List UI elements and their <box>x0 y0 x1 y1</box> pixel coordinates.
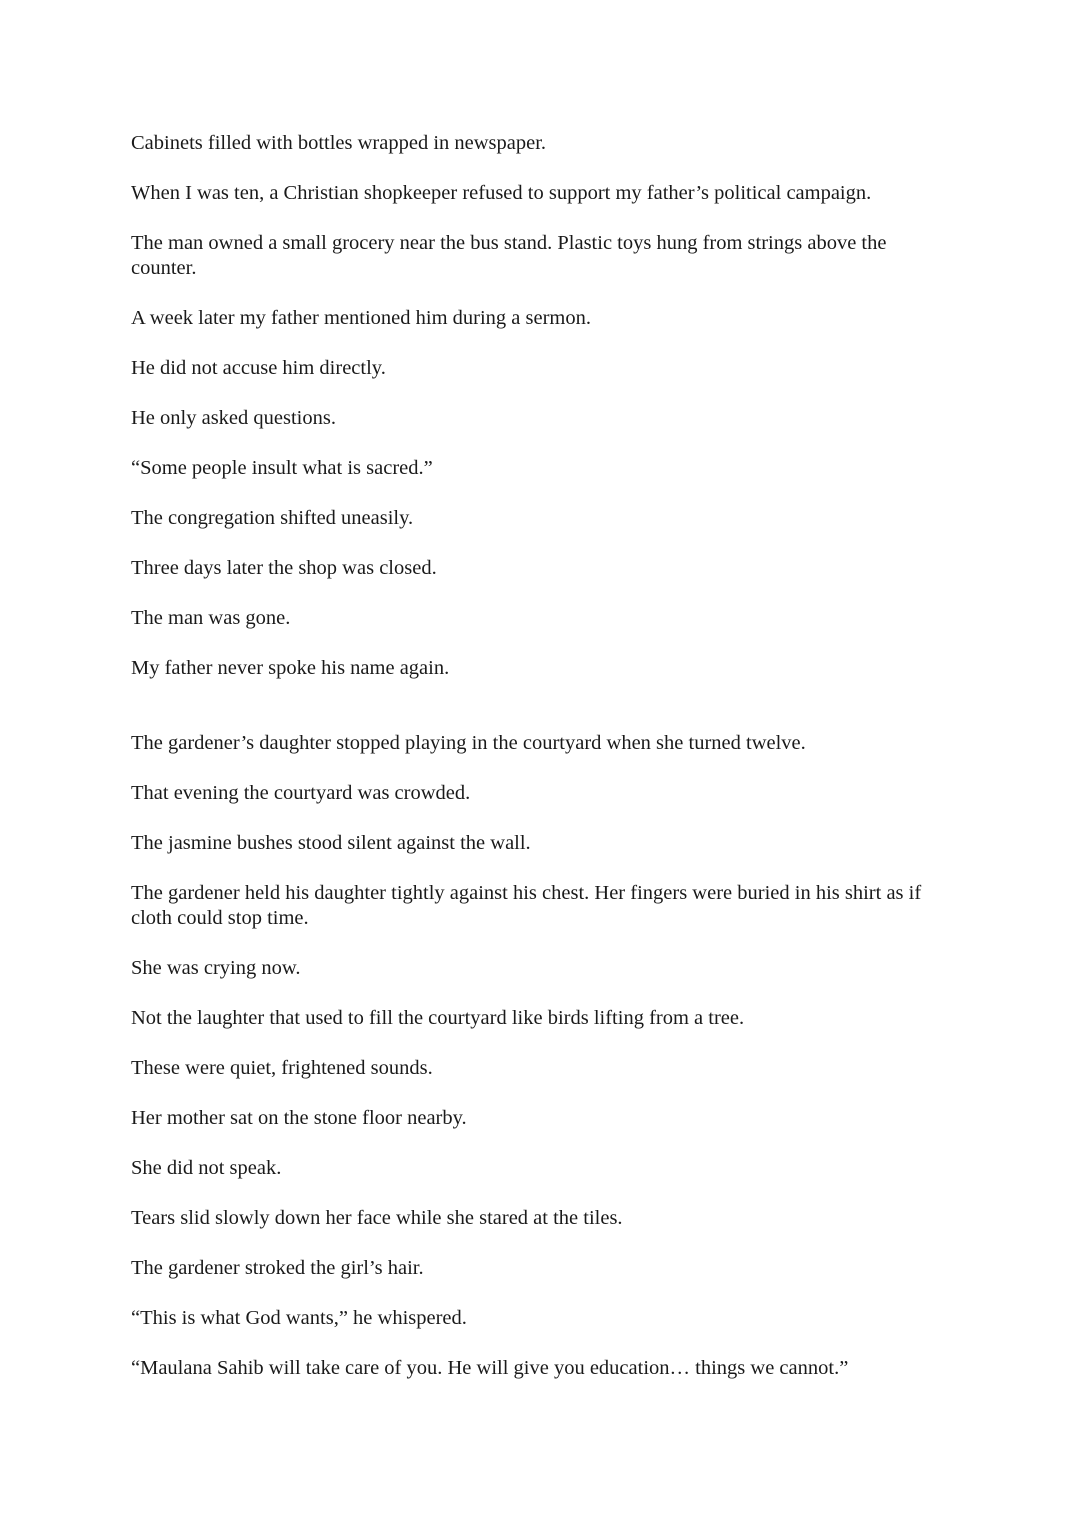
paragraph: “Maulana Sahib will take care of you. He will give you education… things we cannot.” <box>131 1357 849 1379</box>
paragraph: The gardener’s daughter stopped playing in the courtyard when she turned twelve. <box>131 732 806 754</box>
paragraph: “Some people insult what is sacred.” <box>131 457 433 479</box>
paragraph: She did not speak. <box>131 1157 282 1179</box>
paragraph: Tears slid slowly down her face while she stared at the tiles. <box>131 1207 623 1229</box>
paragraph: Not the laughter that used to fill the courtyard like birds lifting from a tree. <box>131 1007 745 1029</box>
paragraph: Her mother sat on the stone floor nearby. <box>131 1107 467 1129</box>
paragraph: A week later my father mentioned him during a sermon. <box>131 307 591 329</box>
paragraph: “This is what God wants,” he whispered. <box>131 1307 467 1329</box>
document-body <box>131 131 951 1406</box>
paragraph: That evening the courtyard was crowded. <box>131 782 471 804</box>
paragraph: These were quiet, frightened sounds. <box>131 1057 433 1079</box>
paragraph: The man owned a small grocery near the bus stand. Plastic toys hung from strings above the counter. <box>131 232 887 279</box>
paragraph: The jasmine bushes stood silent against the wall. <box>131 832 531 854</box>
paragraph: He only asked questions. <box>131 407 336 429</box>
paragraph: The congregation shifted uneasily. <box>131 507 414 529</box>
paragraph: When I was ten, a Christian shopkeeper refused to support my father’s political campaign. <box>131 182 872 204</box>
paragraph: The gardener stroked the girl’s hair. <box>131 1257 424 1279</box>
paragraph: He did not accuse him directly. <box>131 357 386 379</box>
paragraph: The man was gone. <box>131 607 291 629</box>
paragraph: My father never spoke his name again. <box>131 657 450 679</box>
paragraph: She was crying now. <box>131 957 301 979</box>
section-break <box>131 706 951 731</box>
paragraph: Cabinets filled with bottles wrapped in newspaper. <box>131 132 547 154</box>
paragraph: The gardener held his daughter tightly against his chest. Her fingers were buried in his shirt as if cloth could stop time. <box>131 882 922 929</box>
paragraph: Three days later the shop was closed. <box>131 557 437 579</box>
